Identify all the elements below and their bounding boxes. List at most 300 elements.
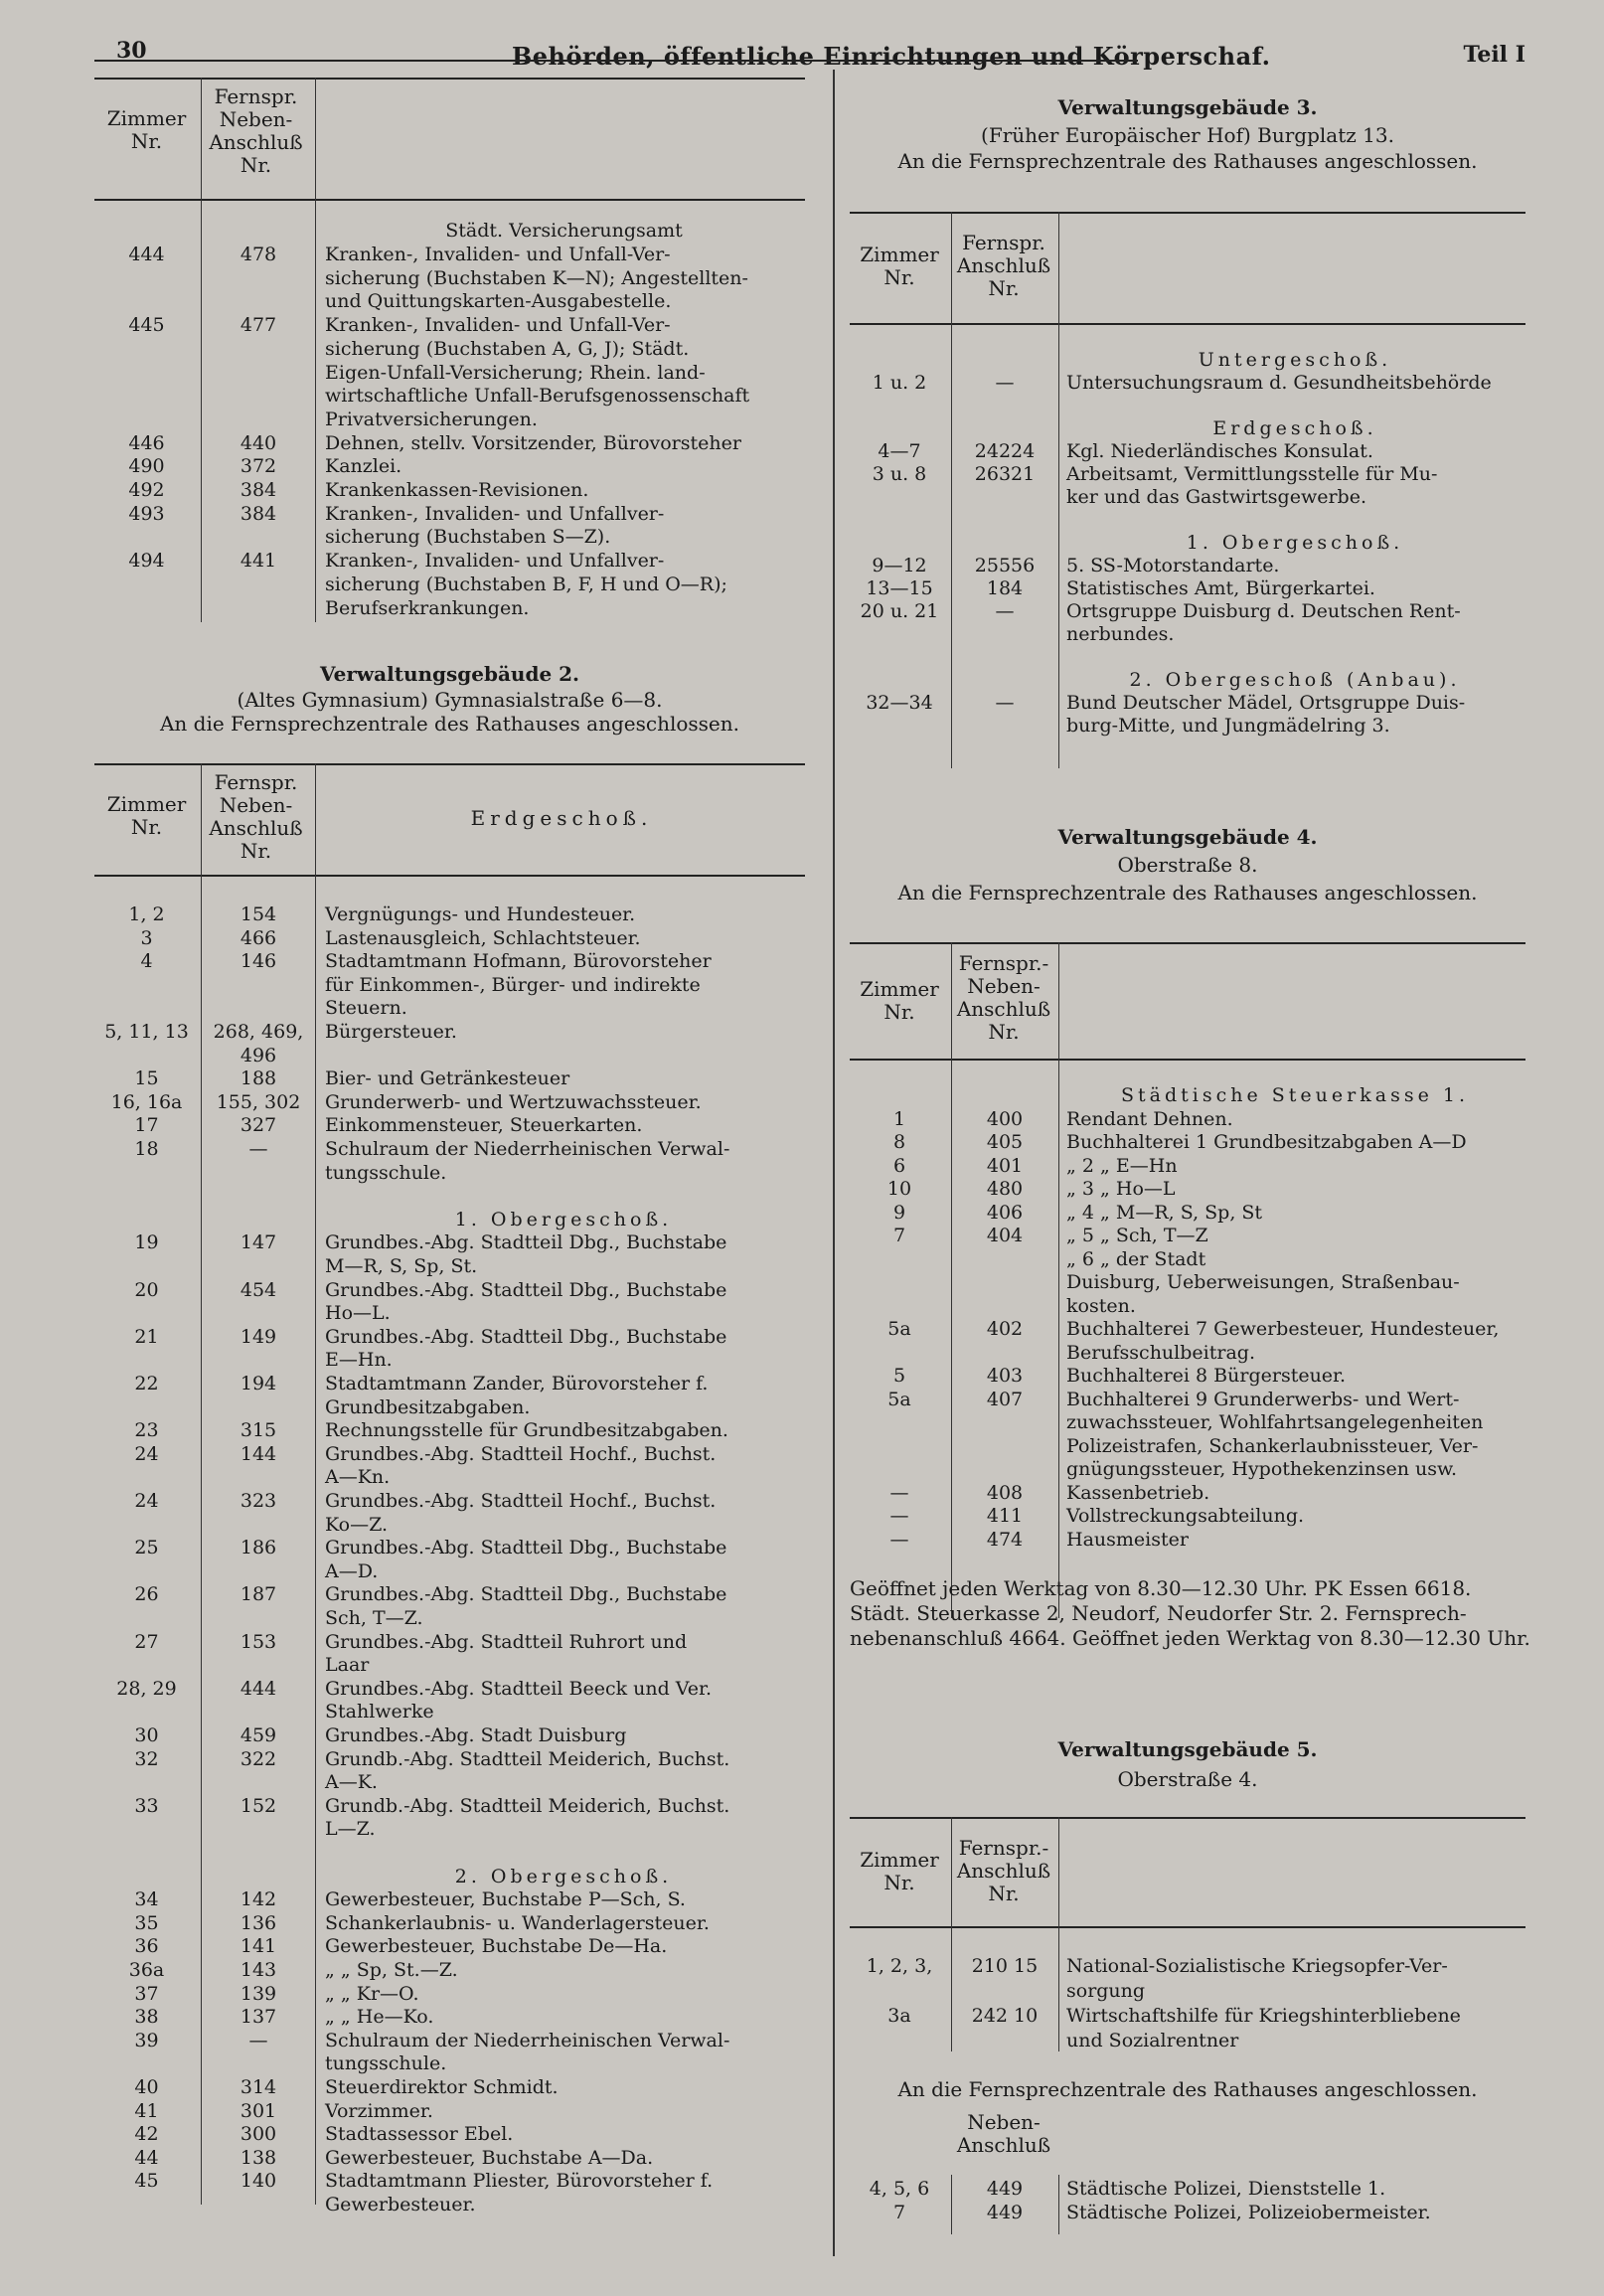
phone-extension: 384 <box>240 502 277 525</box>
entry-text: Lastenausgleich, Schlachtsteuer. <box>325 926 641 949</box>
table-row <box>850 1341 1525 1365</box>
entry-text: A—D. <box>325 1559 379 1582</box>
entry-text: „ 5 „ Sch, T—Z <box>1066 1225 1208 1246</box>
right-column <box>850 78 1530 2244</box>
room-number: 7 <box>892 2202 906 2223</box>
table-row <box>94 1066 805 1090</box>
table-row <box>94 1630 805 1654</box>
table-row <box>94 1794 805 1818</box>
table-row <box>850 1481 1525 1505</box>
phone-extension: 24224 <box>974 440 1036 462</box>
room-number: 1 u. 2 <box>872 372 927 394</box>
table-row <box>850 1224 1525 1247</box>
entry-text: Stadtassessor Ebel. <box>325 2123 514 2146</box>
fernspr-header: Fernspr.- Neben- Anschluß Nr. <box>956 951 1051 1044</box>
room-number: 15 <box>134 1067 159 1090</box>
phone-extension: 137 <box>240 2006 277 2029</box>
entry-text: gnügungssteuer, Hypothekenzinsen usw. <box>1066 1458 1458 1480</box>
table-row <box>94 1958 805 1982</box>
entry-text: Grundbes.-Abg. Stadtteil Beeck und Ver. <box>325 1677 713 1700</box>
entry-text: Laar <box>325 1654 370 1677</box>
room-number: 4, 5, 6 <box>869 2178 930 2200</box>
entry-text: Gewerbesteuer, Buchstabe A—Da. <box>325 2146 654 2169</box>
table-row <box>94 1887 805 1911</box>
table-row <box>94 478 805 502</box>
entry-text: Stadtamtmann Pliester, Bürovorsteher f. <box>325 2170 714 2193</box>
table-row <box>94 1677 805 1701</box>
room-number: 13—15 <box>866 577 933 599</box>
entry-text: Grundbes.-Abg. Stadt Duisburg <box>325 1724 627 1746</box>
table-row <box>94 973 805 997</box>
entry-text: Gewerbesteuer, Buchstabe De—Ha. <box>325 1935 668 1958</box>
table-row <box>94 266 805 290</box>
entry-text: sicherung (Buchstaben B, F, H und O—R); <box>325 573 727 595</box>
phone-extension: 466 <box>240 926 277 949</box>
room-number: 36a <box>128 1959 165 1981</box>
table-row <box>94 289 805 313</box>
room-number: 490 <box>128 455 165 478</box>
table-row <box>94 1372 805 1395</box>
entry-text: Buchhalterei 9 Grunderwerbs- und Wert- <box>1066 1388 1460 1410</box>
table-row <box>94 2051 805 2075</box>
entry-text: Grundb.-Abg. Stadtteil Meiderich, Buchst. <box>325 1794 730 1817</box>
room-number: 26 <box>134 1583 159 1606</box>
phone-extension: 474 <box>986 1528 1024 1551</box>
entry-text: für Einkommen-, Bürger- und indirekte <box>325 973 701 996</box>
table-row <box>850 645 1525 668</box>
phone-extension: 184 <box>986 577 1024 599</box>
table-row <box>850 1107 1525 1131</box>
floor-heading: Untergeschoß. <box>1198 349 1392 371</box>
floor-heading: Erdgeschoß. <box>1212 417 1377 439</box>
entry-text: kosten. <box>1066 1294 1136 1317</box>
building4-title: Verwaltungsgebäude 4. <box>1057 825 1318 849</box>
phone-extension: 26321 <box>974 463 1036 485</box>
phone-extension: 496 <box>240 1044 277 1066</box>
room-number: — <box>889 1481 909 1504</box>
entry-text: Bier- und Getränkesteuer <box>325 1067 570 1090</box>
entry-text: Arbeitsamt, Vermittlungsstelle für Mu- <box>1066 463 1438 485</box>
table-row <box>850 1294 1525 1318</box>
table-row <box>94 1418 805 1442</box>
entry-text: Polizeistrafen, Schankerlaubnissteuer, Ver- <box>1066 1434 1479 1457</box>
room-number: 34 <box>134 1888 159 1911</box>
entry-text: Grundbes.-Abg. Stadtteil Hochf., Buchst. <box>325 1442 717 1465</box>
entry-text: „ „ Sp, St.—Z. <box>325 1959 458 1981</box>
phone-extension: 144 <box>240 1442 277 1465</box>
entry-text: burg-Mitte, und Jungmädelring 3. <box>1066 715 1390 737</box>
page-header <box>94 38 1525 72</box>
entry-text: Rendant Dehnen. <box>1066 1107 1233 1130</box>
table-row <box>94 1044 805 1067</box>
building5-note: An die Fernsprechzentrale des Rathauses angeschlossen. <box>897 2077 1478 2101</box>
table-row <box>94 1513 805 1537</box>
table-row <box>94 2005 805 2029</box>
entry-text: zuwachssteuer, Wohlfahrtsangelegenheiten <box>1066 1411 1484 1433</box>
table-row <box>850 348 1525 371</box>
table-row <box>94 549 805 573</box>
phone-extension: 268, 469, <box>213 1021 304 1043</box>
room-number: 494 <box>128 550 165 573</box>
building5-subheader: Neben- Anschluß <box>956 2110 1051 2157</box>
entry-text: Grundbes.-Abg. Stadtteil Dbg., Buchstabe <box>325 1583 727 1606</box>
room-number: 5a <box>887 1388 911 1410</box>
entry-text: tungsschule. <box>325 2052 447 2075</box>
room-number: 21 <box>134 1325 159 1348</box>
room-number: 9—12 <box>872 555 927 576</box>
room-number: 5, 11, 13 <box>104 1021 189 1043</box>
entry-text: Ortsgruppe Duisburg d. Deutschen Rent- <box>1066 600 1461 622</box>
room-number: 5 <box>892 1365 906 1387</box>
entry-text: Grundbes.-Abg. Stadtteil Ruhrort und <box>325 1630 688 1653</box>
entry-text: Grundbes.-Abg. Stadtteil Dbg., Buchstabe <box>325 1231 727 1254</box>
table-row <box>94 1254 805 1278</box>
room-number: 33 <box>134 1794 159 1817</box>
table-row <box>94 1020 805 1044</box>
room-number: 32 <box>134 1747 159 1770</box>
entry-text: Buchhalterei 8 Bürgersteuer. <box>1066 1365 1347 1387</box>
entry-text: L—Z. <box>325 1818 376 1841</box>
entry-text: Grundbesitzabgaben. <box>325 1395 531 1418</box>
table-row <box>94 1582 805 1606</box>
room-number: 22 <box>134 1373 159 1394</box>
entry-text: 5. SS-Motorstandarte. <box>1066 555 1280 576</box>
room-number: 44 <box>134 2146 159 2169</box>
table-row <box>850 1177 1525 1201</box>
table-row <box>850 1388 1525 1411</box>
room-number: 25 <box>134 1537 159 1559</box>
room-number: 20 u. 21 <box>860 600 939 622</box>
entry-text: Kanzlei. <box>325 455 402 478</box>
table-row <box>850 2201 1525 2224</box>
entry-text: Grundbes.-Abg. Stadtteil Dbg., Buchstabe <box>325 1325 727 1348</box>
table-row <box>850 2177 1525 2201</box>
table-row <box>850 462 1525 485</box>
entry-text: Städtische Polizei, Polizeiobermeister. <box>1066 2202 1431 2223</box>
entry-text: Berufserkrankungen. <box>325 596 530 619</box>
entry-text: Grunderwerb- und Wertzuwachssteuer. <box>325 1090 702 1113</box>
room-number: 18 <box>134 1138 159 1160</box>
table-row <box>94 1489 805 1513</box>
entry-text: ker und das Gastwirtsgewerbe. <box>1066 486 1366 508</box>
zimmer-header: Zimmer Nr. <box>860 243 939 289</box>
phone-extension: 139 <box>240 1982 277 2005</box>
phone-extension: 322 <box>240 1747 277 1770</box>
phone-extension: 187 <box>240 1583 277 1606</box>
entry-text: Vorzimmer. <box>325 2099 433 2122</box>
phone-extension: — <box>995 372 1015 394</box>
building2-address: (Altes Gymnasium) Gymnasialstraße 6—8. <box>237 688 663 712</box>
phone-extension: 402 <box>986 1318 1024 1340</box>
table-row <box>850 1954 1525 1979</box>
phone-extension: 405 <box>986 1131 1024 1153</box>
entry-text: Kassenbetrieb. <box>1066 1481 1210 1504</box>
table-row <box>850 668 1525 691</box>
phone-extension: 323 <box>240 1490 277 1512</box>
table-row <box>94 1137 805 1161</box>
entry-text: E—Hn. <box>325 1349 393 1372</box>
table-row <box>850 1154 1525 1178</box>
phone-extension: 142 <box>240 1888 277 1911</box>
phone-extension: — <box>248 1138 268 1160</box>
table-row <box>94 573 805 596</box>
phone-extension: 372 <box>240 455 277 478</box>
entry-text: Grundbes.-Abg. Stadtteil Dbg., Buchstabe <box>325 1278 727 1301</box>
floor-header: Erdgeschoß. <box>470 806 653 830</box>
table-row <box>94 2029 805 2052</box>
table-row <box>850 1247 1525 1271</box>
fernspr-header: Fernspr. Neben- Anschluß Nr. <box>209 770 303 863</box>
table-row <box>850 2029 1525 2053</box>
room-number: 3 <box>140 926 153 949</box>
phone-extension: 327 <box>240 1114 277 1137</box>
entry-text: Stadtamtmann Hofmann, Bürovorsteher <box>325 950 712 973</box>
room-number: 42 <box>134 2123 159 2146</box>
table-row <box>850 508 1525 531</box>
table-row <box>94 525 805 549</box>
entry-text: Kranken-, Invaliden- und Unfall-Ver- <box>325 244 671 265</box>
phone-extension: 210 15 <box>971 1955 1039 1977</box>
entry-text: Grundbes.-Abg. Stadtteil Hochf., Buchst. <box>325 1490 717 1512</box>
phone-extension: 242 10 <box>971 2005 1039 2027</box>
entry-text: und Sozialrentner <box>1066 2030 1239 2051</box>
entry-text: Untersuchungsraum d. Gesundheitsbehörde <box>1066 372 1492 394</box>
table-row <box>94 1559 805 1583</box>
table-row <box>94 2146 805 2170</box>
table-row <box>94 1747 805 1771</box>
entry-text: National-Sozialistische Kriegsopfer-Ver- <box>1066 1955 1448 1977</box>
phone-extension: 138 <box>240 2146 277 2169</box>
phone-extension: 478 <box>240 244 277 265</box>
phone-extension: 411 <box>986 1505 1024 1527</box>
room-number: 4—7 <box>878 440 921 462</box>
floor-heading: 2. Obergeschoß (Anbau). <box>1129 669 1461 691</box>
entry-text: Stahlwerke <box>325 1701 434 1723</box>
entry-text: wirtschaftliche Unfall-Berufsgenossenschaft <box>325 385 750 408</box>
table-row <box>94 926 805 950</box>
phone-extension: 459 <box>240 1724 277 1746</box>
entry-text: Schulraum der Niederrheinischen Verwal- <box>325 2029 730 2051</box>
room-number: 3 u. 8 <box>872 463 927 485</box>
table-row <box>94 502 805 526</box>
room-number: 23 <box>134 1419 159 1442</box>
entry-text: Buchhalterei 7 Gewerbesteuer, Hundesteuer, <box>1066 1318 1500 1340</box>
fernspr-header: Fernspr. Neben- Anschluß Nr. <box>209 84 303 177</box>
table-row <box>850 1528 1525 1552</box>
zimmer-header: Zimmer Nr. <box>106 792 187 839</box>
phone-extension: 440 <box>240 431 277 454</box>
room-number: 6 <box>892 1154 906 1177</box>
table-row <box>850 1410 1525 1434</box>
room-number: 30 <box>134 1724 159 1746</box>
room-number: 446 <box>128 431 165 454</box>
entry-text: A—K. <box>325 1771 378 1794</box>
building3-address: (Früher Europäischer Hof) Burgplatz 13. <box>981 123 1394 147</box>
phone-extension: 407 <box>986 1388 1024 1410</box>
phone-extension: 444 <box>240 1677 277 1700</box>
phone-extension: 449 <box>986 2178 1024 2200</box>
room-number: 493 <box>128 502 165 525</box>
entry-text: A—Kn. <box>325 1466 391 1489</box>
table-row <box>94 1395 805 1419</box>
table-row <box>94 1770 805 1794</box>
building4-address: Oberstraße 8. <box>1117 853 1258 877</box>
entry-text: „ 6 „ der Stadt <box>1066 1247 1206 1270</box>
table-row <box>94 1208 805 1231</box>
table-row <box>94 408 805 431</box>
phone-extension: 449 <box>986 2202 1024 2223</box>
entry-text: Schankerlaubnis- u. Wanderlagersteuer. <box>325 1911 710 1934</box>
phone-extension: 403 <box>986 1365 1024 1387</box>
table-row <box>94 431 805 455</box>
entry-text: „ „ He—Ko. <box>325 2006 434 2029</box>
phone-extension: 480 <box>986 1178 1024 1200</box>
entry-text: und Quittungskarten-Ausgabestelle. <box>325 290 672 313</box>
table-row <box>94 1161 805 1185</box>
building3-title: Verwaltungsgebäude 3. <box>1057 95 1318 119</box>
zimmer-header: Zimmer Nr. <box>860 977 939 1024</box>
table-row <box>94 361 805 385</box>
entry-text: Rechnungsstelle für Grundbesitzabgaben. <box>325 1419 728 1442</box>
table-row <box>94 1325 805 1349</box>
room-number: 7 <box>892 1225 906 1246</box>
building4-note: An die Fernsprechzentrale des Rathauses angeschlossen. <box>897 881 1478 904</box>
table-row <box>94 337 805 361</box>
table-row <box>94 1865 805 1888</box>
table-row <box>94 2169 805 2193</box>
entry-text: „ „ Kr—O. <box>325 1982 419 2005</box>
entry-text: Schulraum der Niederrheinischen Verwal- <box>325 1138 730 1160</box>
table-row <box>850 1317 1525 1341</box>
room-number: 24 <box>134 1490 159 1512</box>
phone-extension: 454 <box>240 1278 277 1301</box>
table-row <box>850 1130 1525 1154</box>
table-row <box>94 1723 805 1747</box>
entry-text: Ho—L. <box>325 1302 391 1325</box>
room-number: 41 <box>134 2099 159 2122</box>
phone-extension: 147 <box>240 1231 277 1254</box>
entry-text: Ko—Z. <box>325 1513 389 1536</box>
phone-extension: 194 <box>240 1373 277 1394</box>
entry-text: „ 2 „ E—Hn <box>1066 1154 1178 1177</box>
entry-text: „ 4 „ M—R, S, Sp, St <box>1066 1201 1263 1224</box>
phone-extension: 140 <box>240 2170 277 2193</box>
room-number: 16, 16a <box>110 1090 183 1113</box>
table-row <box>94 1653 805 1677</box>
table-row <box>94 1536 805 1559</box>
table-row <box>94 313 805 337</box>
phone-extension: 152 <box>240 1794 277 1817</box>
room-number: 3a <box>887 2005 911 2027</box>
table-row <box>94 2075 805 2099</box>
room-number: 9 <box>892 1201 906 1224</box>
room-number: 38 <box>134 2006 159 2029</box>
phone-extension: — <box>995 692 1015 714</box>
table-row <box>94 1606 805 1630</box>
table-row <box>850 1457 1525 1481</box>
phone-extension: 25556 <box>974 555 1036 576</box>
entry-text: „ 3 „ Ho—L <box>1066 1178 1176 1200</box>
table-row <box>94 1934 805 1958</box>
entry-text: Statistisches Amt, Bürgerkartei. <box>1066 577 1375 599</box>
entry-text: Dehnen, stellv. Vorsitzender, Bürovorsteher <box>325 431 741 454</box>
entry-text: Duisburg, Ueberweisungen, Straßenbau- <box>1066 1271 1460 1293</box>
entry-text: Grundb.-Abg. Stadtteil Meiderich, Buchst. <box>325 1747 730 1770</box>
phone-extension: — <box>248 2029 268 2051</box>
entry-text: M—R, S, Sp, St. <box>325 1255 478 1277</box>
entry-text: Gewerbesteuer, Buchstabe P—Sch, S. <box>325 1888 686 1911</box>
building5-title: Verwaltungsgebäude 5. <box>1057 1737 1318 1761</box>
table-row <box>94 902 805 926</box>
phone-extension: 155, 302 <box>216 1090 301 1113</box>
table-row <box>94 1911 805 1935</box>
room-number: 27 <box>134 1630 159 1653</box>
entry-text: Stadtamtmann Zander, Bürovorsteher f. <box>325 1373 709 1394</box>
table-row <box>850 2004 1525 2029</box>
entry-text: Städtische Polizei, Dienststelle 1. <box>1066 2178 1386 2200</box>
building2-note: An die Fernsprechzentrale des Rathauses angeschlossen. <box>159 712 740 736</box>
entry-text: Vollstreckungsabteilung. <box>1066 1505 1305 1527</box>
footer-line: nebenanschluß 4664. Geöffnet jeden Werktag von 8.30—12.30 Uhr. <box>850 1626 1530 1650</box>
table-row <box>850 622 1525 645</box>
zimmer-header: Zimmer Nr. <box>106 106 187 153</box>
room-number: 24 <box>134 1442 159 1465</box>
floor-heading: 1. Obergeschoß. <box>454 1208 673 1230</box>
phone-extension: 477 <box>240 314 277 337</box>
entry-text: Bürgersteuer. <box>325 1021 457 1043</box>
entry-text: tungsschule. <box>325 1161 447 1184</box>
room-number: 28, 29 <box>116 1677 177 1700</box>
table-row <box>94 1113 805 1137</box>
entry-text: sicherung (Buchstaben K—N); Angestellten- <box>325 266 748 289</box>
table-row <box>94 1348 805 1372</box>
entry-text: Krankenkassen-Revisionen. <box>325 479 589 501</box>
room-number: 444 <box>128 244 165 265</box>
table-row <box>94 2193 805 2216</box>
running-title: Behörden, öffentliche Einrichtungen und Körperschaf. <box>512 42 1271 71</box>
floor-heading: Städtische Steuerkasse 1. <box>1121 1084 1469 1106</box>
table-row <box>94 2122 805 2146</box>
table-row <box>94 1184 805 1208</box>
table-row <box>850 485 1525 508</box>
table-row <box>94 1442 805 1466</box>
table-row <box>850 371 1525 394</box>
table-row <box>94 1982 805 2006</box>
room-number: 8 <box>892 1131 906 1153</box>
phone-extension: 400 <box>986 1107 1024 1130</box>
phone-extension: 154 <box>240 903 277 925</box>
room-number: 19 <box>134 1231 159 1254</box>
entry-text: Steuern. <box>325 997 407 1020</box>
footer-line: Städt. Steuerkasse 2, Neudorf, Neudorfer Str. 2. Fernsprech- <box>850 1601 1467 1625</box>
table-row <box>94 1278 805 1302</box>
table-row <box>94 1465 805 1489</box>
table-row <box>850 531 1525 554</box>
entry-text: Eigen-Unfall-Versicherung; Rhein. land- <box>325 361 706 384</box>
room-number: 10 <box>886 1178 912 1200</box>
room-number: 36 <box>134 1935 159 1958</box>
room-number: 32—34 <box>866 692 933 714</box>
room-number: — <box>889 1528 909 1551</box>
table-row <box>94 1841 805 1865</box>
table-row <box>94 454 805 478</box>
phone-extension: — <box>995 600 1015 622</box>
fernspr-header: Fernspr.- Anschluß Nr. <box>956 1836 1051 1905</box>
phone-extension: 153 <box>240 1630 277 1653</box>
entry-text: Sch, T—Z. <box>325 1607 423 1629</box>
floor-heading: 1. Obergeschoß. <box>1186 532 1404 554</box>
entry-text: Hausmeister <box>1066 1528 1189 1551</box>
